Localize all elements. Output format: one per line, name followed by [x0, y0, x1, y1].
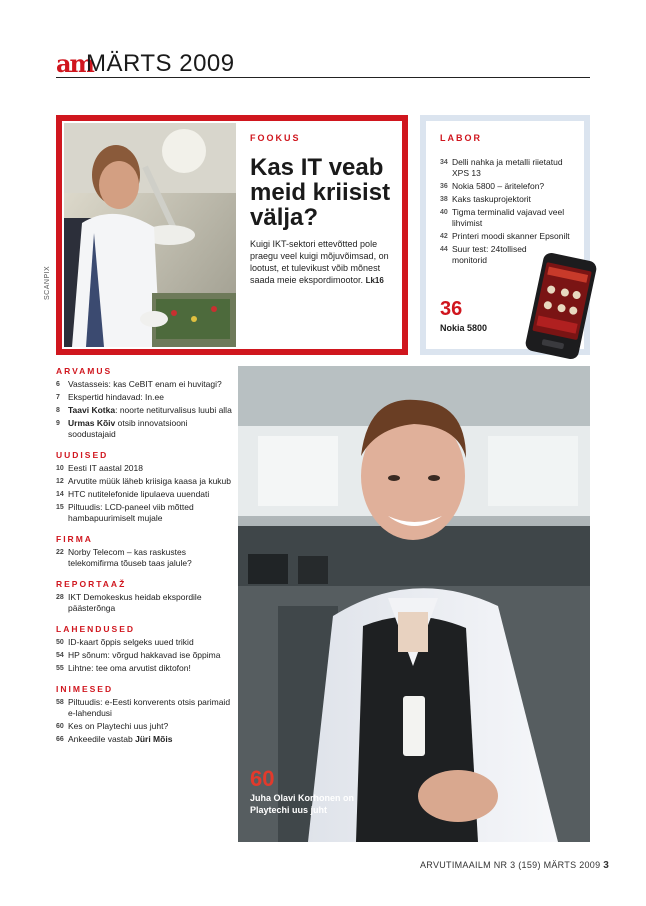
page-number: 8	[56, 407, 60, 414]
list-item[interactable]	[440, 207, 580, 229]
item-rest: : noorte netiturvalisus luubi alla	[115, 405, 232, 415]
page-number: 40	[440, 209, 448, 216]
list-item[interactable]	[440, 157, 580, 179]
list-item[interactable]	[56, 392, 232, 403]
item-title: Nokia 5800 – äritelefon?	[452, 181, 545, 191]
item-title: Vastasseis: kas CeBIT enam ei huvitagi?	[68, 379, 222, 389]
item-title: Piltuudis: LCD-paneel viib mõtted hambapuurimiselt mujale	[68, 502, 194, 523]
page-number: 50	[56, 639, 64, 646]
feature-desc-text: Kuigi IKT-sektori ettevõtted pole praegu veel kuigi mõjuvõimsad, on lootust, et tulevikust võib mõnest saada meie ekspordimootor.	[250, 239, 389, 285]
feature-box[interactable]	[56, 115, 408, 355]
list-item[interactable]	[56, 418, 232, 440]
section-label: FIRMA	[56, 534, 93, 544]
magazine-logo: am	[56, 49, 93, 78]
list-item[interactable]	[440, 231, 580, 242]
toc-section-lahendused	[56, 624, 232, 674]
feature-text	[250, 133, 400, 287]
page-number: 58	[56, 699, 64, 706]
table-of-contents	[56, 366, 232, 755]
list-item[interactable]	[440, 194, 580, 205]
toc-section-inimesed	[56, 684, 232, 745]
list-item[interactable]	[56, 379, 232, 390]
page-number: 60	[56, 723, 64, 730]
list-item[interactable]	[56, 721, 232, 732]
labor-highlight-number: 36	[440, 298, 463, 320]
item-title	[68, 418, 232, 440]
list-item[interactable]	[440, 244, 532, 266]
item-title: Printeri moodi skanner Epsonilt	[452, 231, 570, 241]
feature-description	[250, 238, 400, 287]
list-item[interactable]	[56, 650, 232, 661]
item-title: Delli nahka ja metalli riietatud XPS 13	[452, 157, 563, 178]
labor-section-label: LABOR	[440, 133, 482, 143]
page-number: 66	[56, 736, 64, 743]
masthead	[56, 49, 590, 78]
toc-section-firma	[56, 534, 232, 569]
photo-caption	[250, 768, 360, 816]
footer-page-number: 3	[603, 860, 610, 871]
item-title: Suur test: 24tollised monitorid	[452, 244, 527, 265]
list-item[interactable]	[56, 476, 232, 487]
section-label: INIMESED	[56, 684, 114, 694]
list-item[interactable]	[56, 502, 232, 524]
photo-caption-text: Juha Olavi Korhonen on Playtechi uus juht	[250, 793, 355, 815]
page-number: 54	[56, 652, 64, 659]
item-title: Arvutite müük läheb kriisiga kaasa ja kukub	[68, 476, 231, 486]
page-number: 38	[440, 196, 448, 203]
item-title	[68, 734, 172, 745]
list-item[interactable]	[56, 489, 232, 500]
page-number: 34	[440, 159, 448, 166]
page-number: 14	[56, 491, 64, 498]
item-title: ID-kaart õppis selgeks uued trikid	[68, 637, 194, 647]
page-number: 9	[56, 420, 60, 427]
photo-page-number: 60	[250, 766, 275, 791]
list-item[interactable]	[56, 697, 232, 719]
feature-headline[interactable]: Kas IT veab meid kriisist välja?	[250, 154, 391, 231]
page-number: 28	[56, 594, 64, 601]
item-title: Piltuudis: e-Eesti konverents otsis parimaid e-lahendusi	[68, 697, 231, 718]
list-item[interactable]	[56, 592, 232, 614]
footer-publication: ARVUTIMAAILM NR 3 (159) MÄRTS 2009	[420, 860, 601, 870]
item-title: Norby Telecom – kas raskustes telekomifirma tõuseb taas jalule?	[68, 547, 192, 568]
section-label: ARVAMUS	[56, 366, 113, 376]
main-photo[interactable]	[238, 366, 590, 842]
item-title: Lihtne: tee oma arvutist diktofon!	[68, 663, 191, 673]
feature-section-label: FOOKUS	[250, 133, 301, 143]
item-name: Urmas Kõiv	[68, 418, 116, 428]
item-title: Tigma terminalid vajavad veel lihvimist	[452, 207, 565, 228]
toc-section-uudised	[56, 450, 232, 524]
feature-page-ref: Lk16	[365, 276, 384, 285]
item-title: Ekspertid hindavad: In.ee	[68, 392, 164, 402]
page-number: 15	[56, 504, 64, 511]
page-number: 10	[56, 465, 64, 472]
feature-photo	[64, 123, 236, 347]
list-item[interactable]	[56, 547, 232, 569]
item-title	[68, 405, 232, 416]
item-title: Eesti IT aastal 2018	[68, 463, 143, 473]
item-title: Kes on Playtechi uus juht?	[68, 721, 169, 731]
issue-title: MÄRTS 2009	[86, 50, 235, 77]
list-item[interactable]	[56, 405, 232, 416]
list-item[interactable]	[56, 663, 232, 674]
item-title: HP sõnum: võrgud hakkavad ise õppima	[68, 650, 221, 660]
item-rest: Ankeedile vastab	[68, 734, 136, 744]
section-label: UUDISED	[56, 450, 109, 460]
section-label: LAHENDUSED	[56, 624, 136, 634]
item-title: IKT Demokeskus heidab ekspordile päästerõnga	[68, 592, 202, 613]
page-number: 42	[440, 233, 448, 240]
page-number: 12	[56, 478, 64, 485]
page-number: 7	[56, 394, 60, 401]
nokia-phone-image	[524, 252, 598, 360]
section-label: REPORTAAŽ	[56, 579, 127, 589]
toc-section-reportaaz	[56, 579, 232, 614]
item-title: Kaks taskuprojektorit	[452, 194, 531, 204]
page-footer	[420, 860, 610, 871]
list-item[interactable]	[56, 463, 232, 474]
page-number: 6	[56, 381, 60, 388]
list-item[interactable]	[56, 637, 232, 648]
list-item[interactable]	[440, 181, 580, 192]
page-number: 44	[440, 246, 448, 253]
list-item[interactable]	[56, 734, 232, 745]
item-title: HTC nutitelefonide lipulaeva uuendati	[68, 489, 210, 499]
page-number: 55	[56, 665, 64, 672]
item-name: Taavi Kotka	[68, 405, 116, 415]
item-rest: otsib innovatsiooni soodustajaid	[68, 418, 188, 439]
page-number: 22	[56, 549, 64, 556]
lab-scientist-image	[64, 123, 236, 347]
photo-credit: SCANPIX	[44, 265, 51, 300]
labor-highlight-label: Nokia 5800	[440, 323, 488, 333]
item-name: Jüri Mõis	[135, 734, 173, 744]
page-number: 36	[440, 183, 448, 190]
toc-section-arvamus	[56, 366, 232, 440]
